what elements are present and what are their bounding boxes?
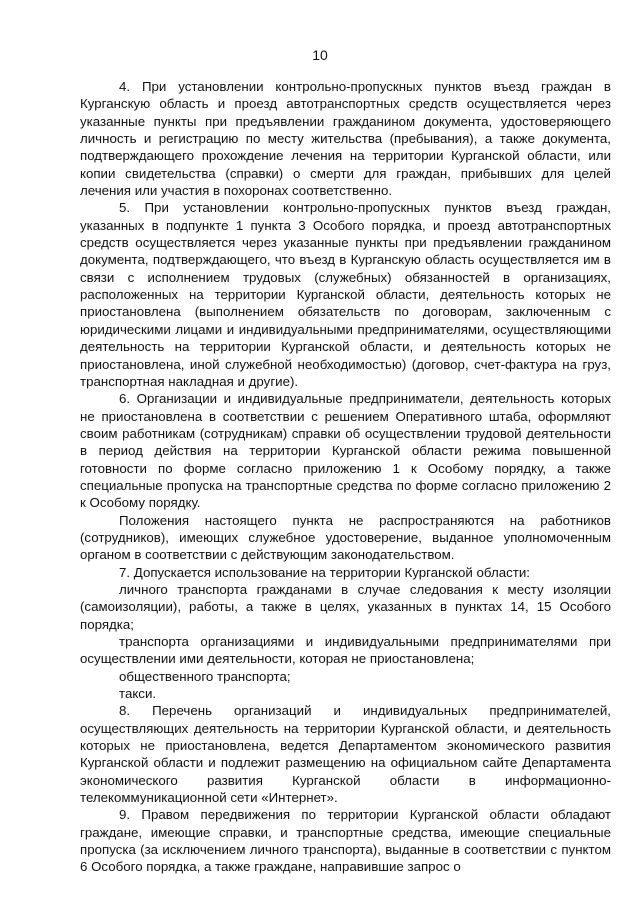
paragraph-item-9: 9. Правом передвижения по территории Курганской области обладают граждане, имеющие справки, и транспортные средства, имеющие специальные пропуска (за исключением личного транспорта), выданные в соответствии с пунктом 6 Особого порядка, а также граждане, направившие запрос о [80,807,611,875]
paragraph-item-6: 6. Организации и индивидуальные предприниматели, деятельность которых не приостановлена в соответствии с решением Оперативного штаба, оформляют своим работникам (сотрудникам) справки об осуществлении трудовой деятельности в период действия на территории Курганской области режима повышенной готовности по форме согласно приложению 1 к Особому порядку, а также специальные пропуска на транспортные средства по форме согласно приложению 2 к Особому порядку. [80,391,611,511]
paragraph-item-7: 7. Допускается использование на территории Курганской области: [119,564,530,580]
paragraph-item-7-personal-transport: личного транспорта гражданами в случае следования к месту изоляции (самоизоляции), работы, а также в целях, указанных в пунктах 14, 15 Особого порядка; [80,581,611,632]
paragraph-item-7-public-transport: общественного транспорта; [119,668,291,684]
paragraph-item-8: 8. Перечень организаций и индивидуальных предпринимателей, осуществляющих деятельность на территории Курганской области, и деятельность которых не приостановлена, ведется Департаментом экономического развития Курганской области и подлежит размещению на официальном сайте Департамента экономического развития Курганской области в информационно-телекоммуникационной сети «Интернет». [80,703,611,806]
paragraph-item-6-exception: Положения настоящего пункта не распространяются на работников (сотрудников), имеющих служебное удостоверение, выданное уполномоченным органом в соответствии с действующим законодательством. [80,512,611,563]
paragraph-item-4: 4. При установлении контрольно-пропускных пунктов въезд граждан в Курганскую область и проезд автотранспортных средств осуществляется через указанные пункты при предъявлении гражданином документа, удостоверяющего личность и регистрацию по месту жительства (пребывания), а также документа, подтверждающего прохождение лечения на территории Курганской области, или копии свидетельства (справки) о смерти для граждан, прибывших для целей лечения или участия в похоронах соответственно. [80,79,611,199]
document-body [80,78,611,876]
page-number: 10 [312,47,328,63]
paragraph-item-7-organization-transport: транспорта организациями и индивидуальными предпринимателями при осуществлении ими деятельности, которая не приостановлена; [80,634,611,667]
paragraph-item-5: 5. При установлении контрольно-пропускных пунктов въезд граждан, указанных в подпункте 1 пункта 3 Особого порядка, и проезд автотранспортных средств осуществляется через указанные пункты при предъявлении гражданином документа, подтверждающего, что въезд в Курганскую область осуществляется им в связи с исполнением трудовых (служебных) обязанностей в организациях, расположенных на территории Курганской области, деятельность которых не приостановлена (выполнением обязательств по договорам, заключенным с юридическими лицами и индивидуальными предпринимателями, осуществляющими деятельность на территории Курганской области, и деятельность которых не приостановлена, иной служебной необходимостью) (договор, счет-фактура на груз, транспортная накладная и другие). [80,200,611,389]
paragraph-item-7-taxi: такси. [119,686,157,702]
